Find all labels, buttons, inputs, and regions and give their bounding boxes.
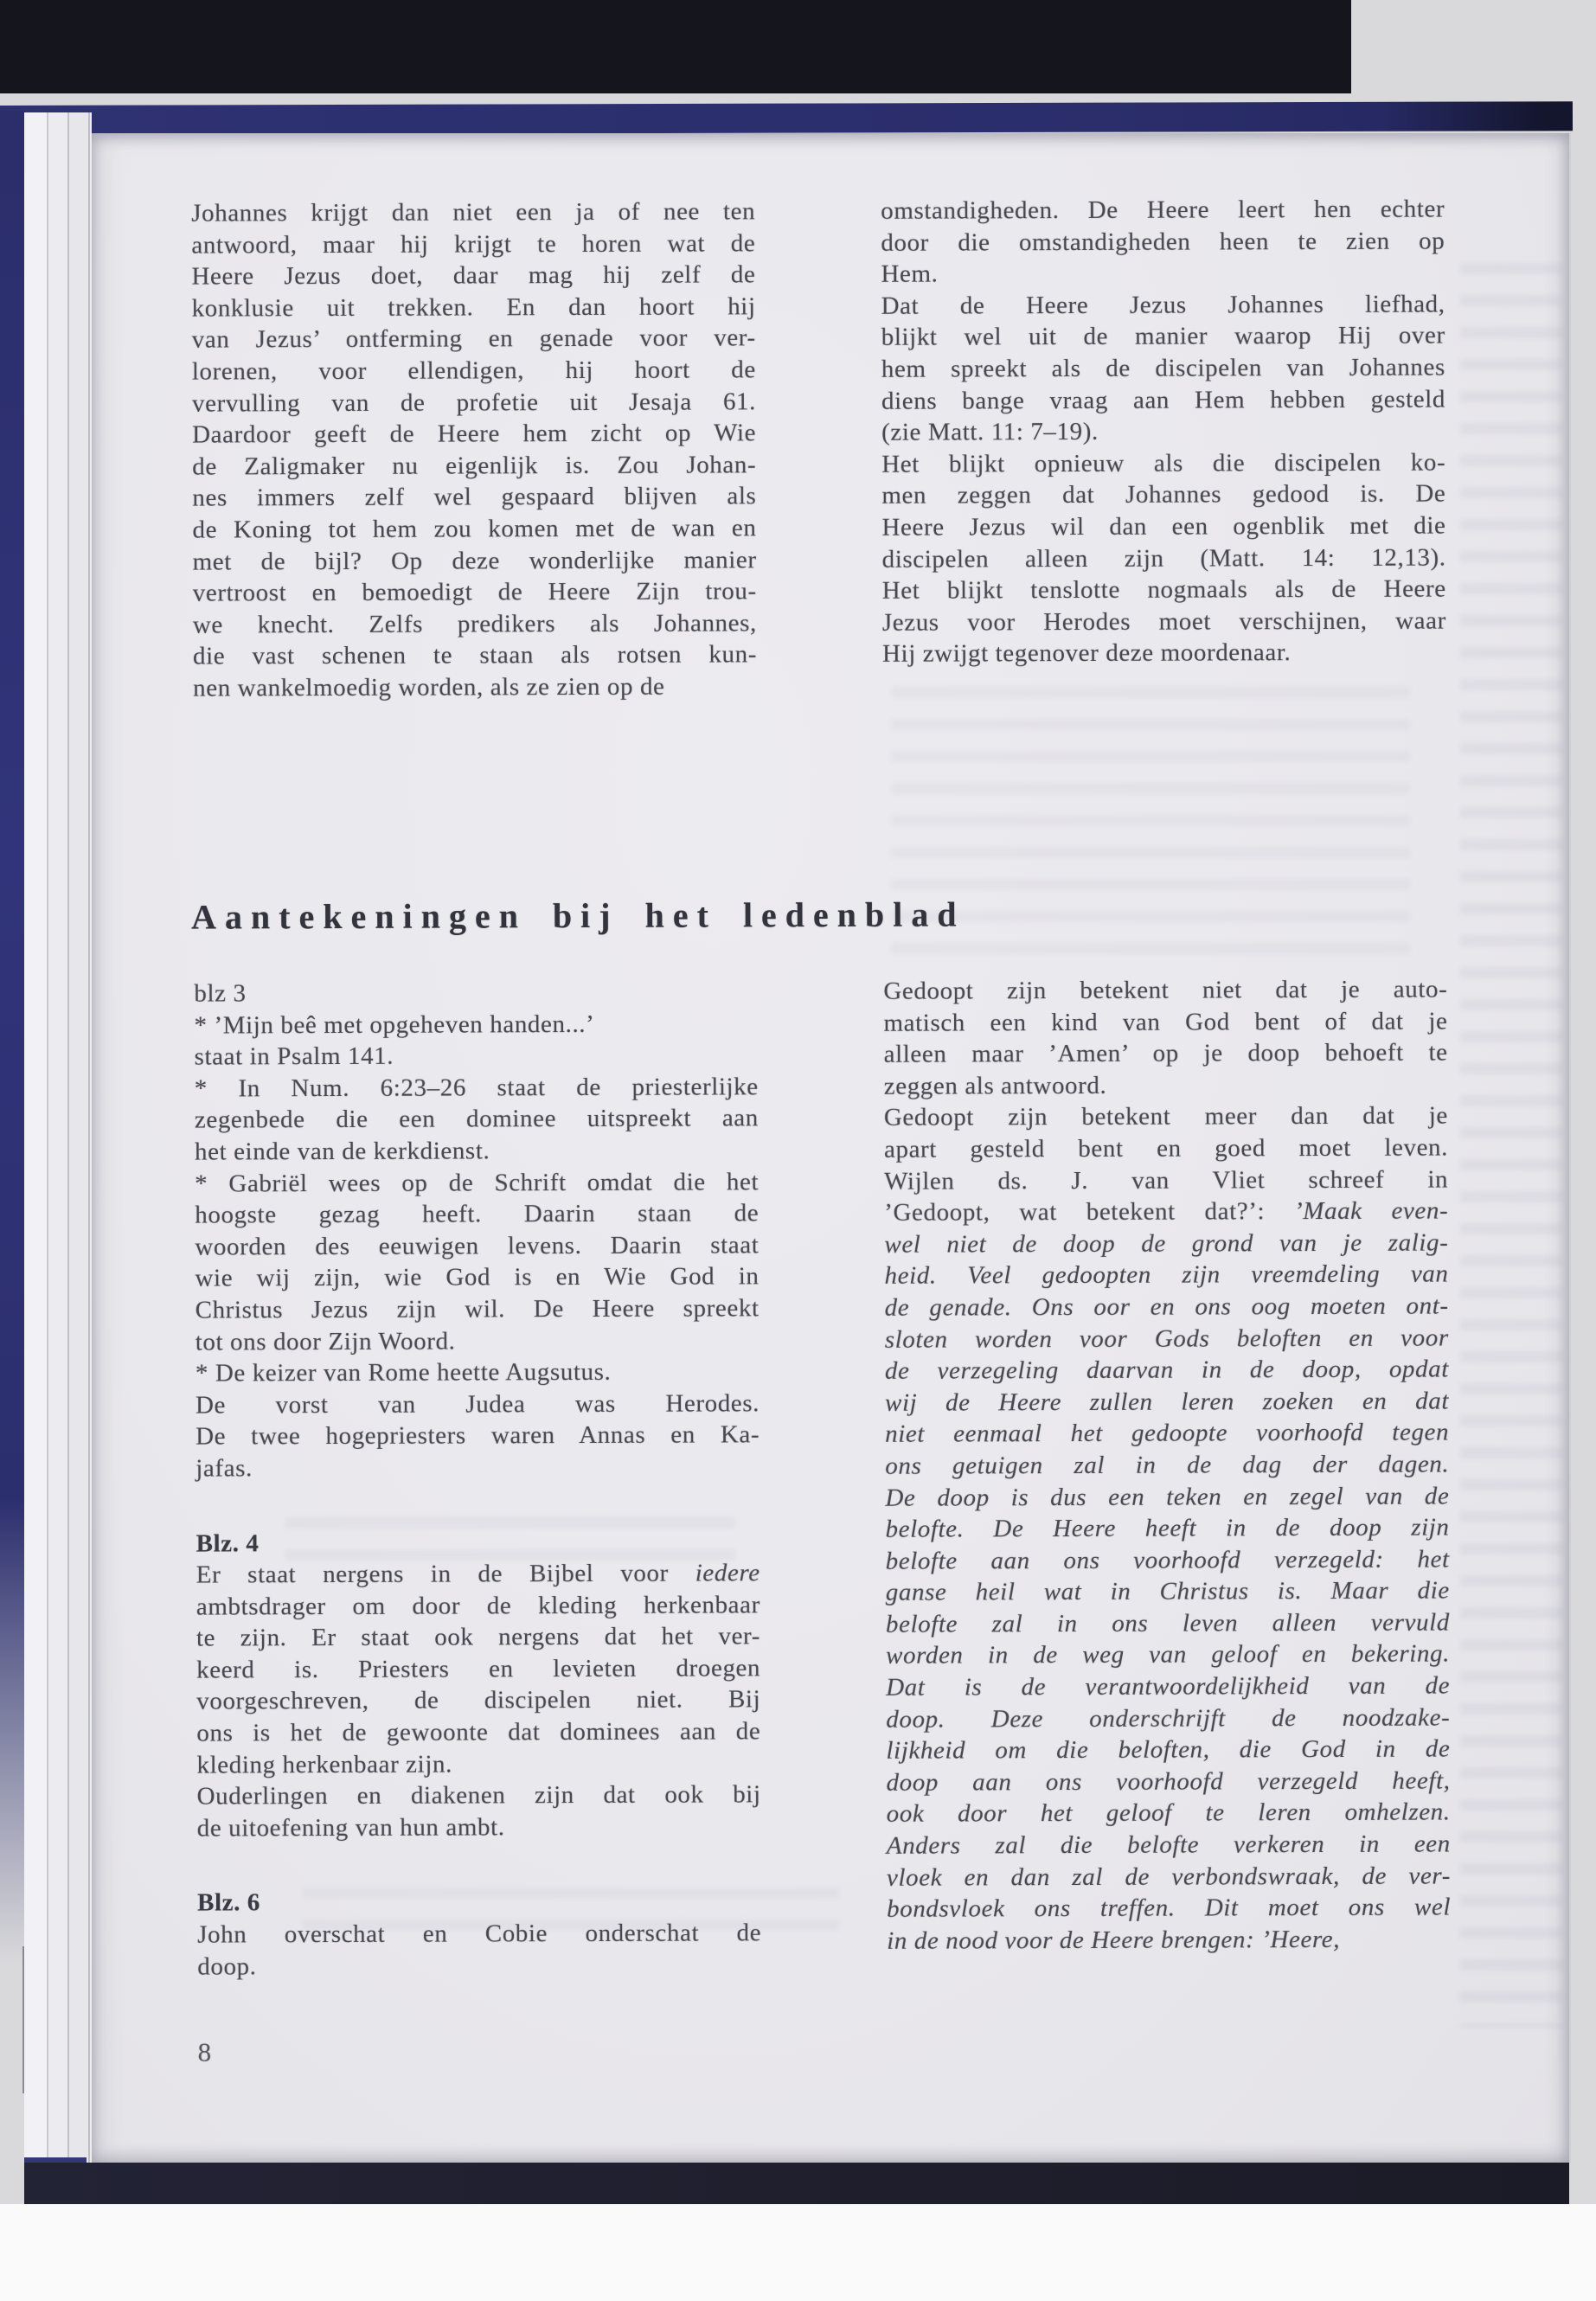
note-section-blz4 xyxy=(196,1557,761,1844)
text-line: Het blijkt tenslotte nogmaals als de Heere xyxy=(881,574,1446,605)
text-line: ganse heil wat in Christus is. Maar die xyxy=(885,1576,1450,1607)
text-line: Christus Jezus zijn wil. De Heere spreekt xyxy=(195,1294,760,1324)
text-line: doop. Deze onderschrijft de noodzake- xyxy=(886,1703,1451,1734)
text-line: het einde van de kerkdienst. xyxy=(194,1137,490,1166)
text-line: omstandigheden. De Heere leert hen echter xyxy=(881,195,1445,225)
text-line: Heere Jezus wil dan een ogenblik met die xyxy=(881,511,1446,542)
text-line: * In Num. 6:23–26 staat de priesterlijke xyxy=(194,1073,759,1103)
text-line: lijkheid om die beloften, die God in de xyxy=(886,1734,1451,1766)
text-line: ons getuigen zal in de dag der dagen. xyxy=(885,1450,1450,1480)
text-line: Daardoor geeft de Heere hem zicht op Wie xyxy=(192,419,757,449)
text-line: in de nood voor de Heere brengen: ’Heere, xyxy=(887,1925,1341,1955)
text-line: Anders zal die belofte verkeren in een xyxy=(886,1830,1451,1860)
text-line: sloten worden voor Gods beloften en voor xyxy=(884,1324,1449,1354)
text-line: zeggen als antwoord. xyxy=(883,1071,1107,1100)
text-line: zegenbede die een dominee uitspreekt aan xyxy=(194,1104,759,1134)
text-line: Heere Jezus doet, daar mag hij zelf de xyxy=(191,260,756,291)
article-column-top-left xyxy=(191,195,757,704)
text-line: de genade. Ons oor en ons oog moeten ont- xyxy=(884,1292,1449,1322)
text-line: * De keizer van Rome heette Augsutus. xyxy=(195,1358,612,1388)
text-line: worden in de weg van geloof en bekering. xyxy=(885,1639,1451,1670)
note-section-blz3 xyxy=(194,1008,760,1484)
text-line: te zijn. Er staat ook nergens dat het ver- xyxy=(195,1622,761,1652)
text-line: * ’Mijn beê met opgeheven handen...’ xyxy=(194,1009,595,1040)
text-line: belofte aan ons voorhoofd verzegeld: het xyxy=(885,1545,1450,1575)
text-line: keerd is. Priesters en levieten droegen xyxy=(196,1654,761,1684)
text-line: hoogste gezag heeft. Daarin staan de xyxy=(195,1199,760,1229)
article-column-top-right xyxy=(881,194,1446,670)
text-line: belofte zal in ons leven alleen vervuld xyxy=(885,1608,1450,1638)
text-line: John overschat en Cobie onderschat de xyxy=(197,1919,762,1949)
text-line: wij de Heere zullen leren zoeken en dat xyxy=(884,1387,1450,1417)
text-line: ook door het geloof te leren omhelzen. xyxy=(886,1798,1451,1829)
text-line: konklusie uit trekken. En dan hoort hij xyxy=(191,292,756,323)
text-segment: ’Maak even- xyxy=(1293,1196,1449,1226)
text-line: niet eenmaal het gedoopte voorhoofd tegen xyxy=(885,1418,1450,1449)
text-line: Ouderlingen en diakenen zijn dat ook bij xyxy=(196,1780,761,1811)
text-line: doop. xyxy=(197,1952,257,1981)
text-line: wie wij zijn, wie God is en Wie God in xyxy=(195,1262,760,1292)
text-line: doop aan ons voorhoofd verzegeld heeft, xyxy=(886,1766,1451,1797)
text-line: De twee hogepriesters waren Annas en Ka- xyxy=(195,1420,760,1451)
text-line: Dat is de verantwoordelijkheid van de xyxy=(886,1671,1451,1702)
text-line: die vast schenen te staan als rotsen kun- xyxy=(192,640,758,670)
magazine-page xyxy=(92,133,1571,2163)
text-line: Wijlen ds. J. van Vliet schreef in xyxy=(884,1165,1449,1195)
scanner-background xyxy=(0,2204,1596,2301)
text-line: alleen maar ’Amen’ op je doop behoeft te xyxy=(883,1038,1448,1068)
notes-column-right xyxy=(883,974,1451,1958)
text-line: de uitoefening van hun ambt. xyxy=(196,1813,505,1843)
text-line: ambtsdrager om door de kleding herkenbaar xyxy=(195,1590,760,1621)
notes-column-left xyxy=(194,976,761,1982)
book-cover-top-edge xyxy=(0,101,1573,135)
text-line: apart gesteld bent en goed moet leven. xyxy=(883,1133,1449,1163)
text-line: voorgeschreven, de discipelen niet. Bij xyxy=(196,1685,761,1716)
text-segment: ’Gedoopt, wat betekent dat?’: xyxy=(884,1197,1295,1227)
note-section-blz6 xyxy=(197,1917,761,1982)
text-line: kleding herkenbaar zijn. xyxy=(196,1750,452,1779)
text-line: we knecht. Zelfs predikers als Johannes, xyxy=(192,609,757,639)
text-segment: iedere xyxy=(695,1559,760,1587)
text-line: jafas. xyxy=(195,1454,253,1483)
text-line: woorden des eeuwigen levens. Daarin staat xyxy=(195,1231,760,1261)
book-cover-top-bar xyxy=(0,0,1351,93)
book-cover-bottom-edge xyxy=(24,2163,1569,2204)
text-line: men zeggen dat Johannes gedood is. De xyxy=(881,479,1446,510)
text-line: Jezus voor Herodes moet verschijnen, waar xyxy=(881,606,1446,637)
text-line: tot ons door Zijn Woord. xyxy=(195,1327,456,1356)
text-line: van Jezus’ ontferming en genade voor ver- xyxy=(191,324,756,354)
text-line: de Zaligmaker nu eigenlijk is. Zou Johan- xyxy=(192,451,757,481)
text-line xyxy=(884,1195,1448,1229)
text-line: Gedoopt zijn betekent niet dat je auto- xyxy=(883,975,1448,1005)
text-line: * Gabriël wees op de Schrift omdat die het xyxy=(195,1167,760,1198)
text-line: Johannes krijgt dan niet een ja of nee ten xyxy=(191,197,756,228)
text-line: hem spreekt als de discipelen van Johannes xyxy=(881,353,1445,383)
text-line: De vorst van Judea was Herodes. xyxy=(195,1389,760,1420)
text-line: (zie Matt. 11: 7–19). xyxy=(881,418,1099,446)
text-line: Gedoopt zijn betekent meer dan dat je xyxy=(883,1101,1448,1132)
text-line: belofte. De Heere heeft in de doop zijn xyxy=(885,1513,1450,1543)
text-line: Hij zwijgt tegenover deze moordenaar. xyxy=(881,638,1292,669)
text-line: discipelen alleen zijn (Matt. 14: 12,13). xyxy=(881,543,1446,574)
text-line: vloek en dan zal de verbondswraak, de ver- xyxy=(886,1862,1451,1892)
text-line: door die omstandigheden heen te zien op xyxy=(881,227,1445,257)
text-line: diens bange vraag aan Hem hebben gesteld xyxy=(881,385,1446,415)
text-line: antwoord, maar hij krijgt te horen wat de xyxy=(191,228,756,260)
text-line: de verzegeling daarvan in de doop, opdat xyxy=(884,1355,1449,1385)
text-line xyxy=(196,1557,760,1591)
text-line: blijkt wel uit de manier waarop Hij over xyxy=(881,321,1445,352)
text-line: staat in Psalm 141. xyxy=(194,1042,394,1071)
page-text-layer xyxy=(88,131,1573,2165)
text-line: Het blijkt opnieuw als die discipelen ko- xyxy=(881,448,1446,478)
text-segment: Er staat nergens in de Bijbel voor xyxy=(195,1559,695,1589)
text-line: nes immers zelf wel gespaard blijven als xyxy=(192,482,757,512)
page-edge-stack xyxy=(24,112,92,2173)
text-line: de Koning tot hem zou komen met de wan en xyxy=(192,514,757,544)
text-line: met de bijl? Op deze wonderlijke manier xyxy=(192,545,757,576)
text-line: heid. Veel gedoopten zijn vreemdeling van xyxy=(884,1259,1449,1291)
text-line: matisch een kind van God bent of dat je xyxy=(883,1007,1448,1037)
text-line: vertroost en bemoedigt de Heere Zijn trou- xyxy=(192,577,757,607)
text-line: ons is het de gewoonte dat dominees aan de xyxy=(196,1717,761,1747)
note-label-blz6: Blz. 6 xyxy=(196,1888,260,1917)
text-line: Dat de Heere Jezus Johannes liefhad, xyxy=(881,290,1445,320)
text-line: vervulling van de profetie uit Jesaja 61. xyxy=(191,387,757,418)
section-heading: Aantekeningen bij het ledenblad xyxy=(190,894,965,937)
note-label-blz4: Blz. 4 xyxy=(195,1529,260,1558)
text-line: Hem. xyxy=(881,260,939,288)
note-label-blz3: blz 3 xyxy=(194,979,247,1008)
page-number: 8 xyxy=(197,2036,212,2067)
book-cover-left-edge xyxy=(0,111,26,1962)
text-line: lorenen, voor ellendigen, hij hoort de xyxy=(191,356,756,386)
text-line: De doop is dus een teken en zegel van de xyxy=(885,1482,1450,1512)
text-line: wel niet de doop de grond van je zalig- xyxy=(884,1228,1449,1259)
text-line: bondsvloek ons treffen. Dit moet ons wel xyxy=(887,1893,1452,1923)
text-line: nen wankelmoedig worden, als ze zien op de xyxy=(193,672,665,702)
